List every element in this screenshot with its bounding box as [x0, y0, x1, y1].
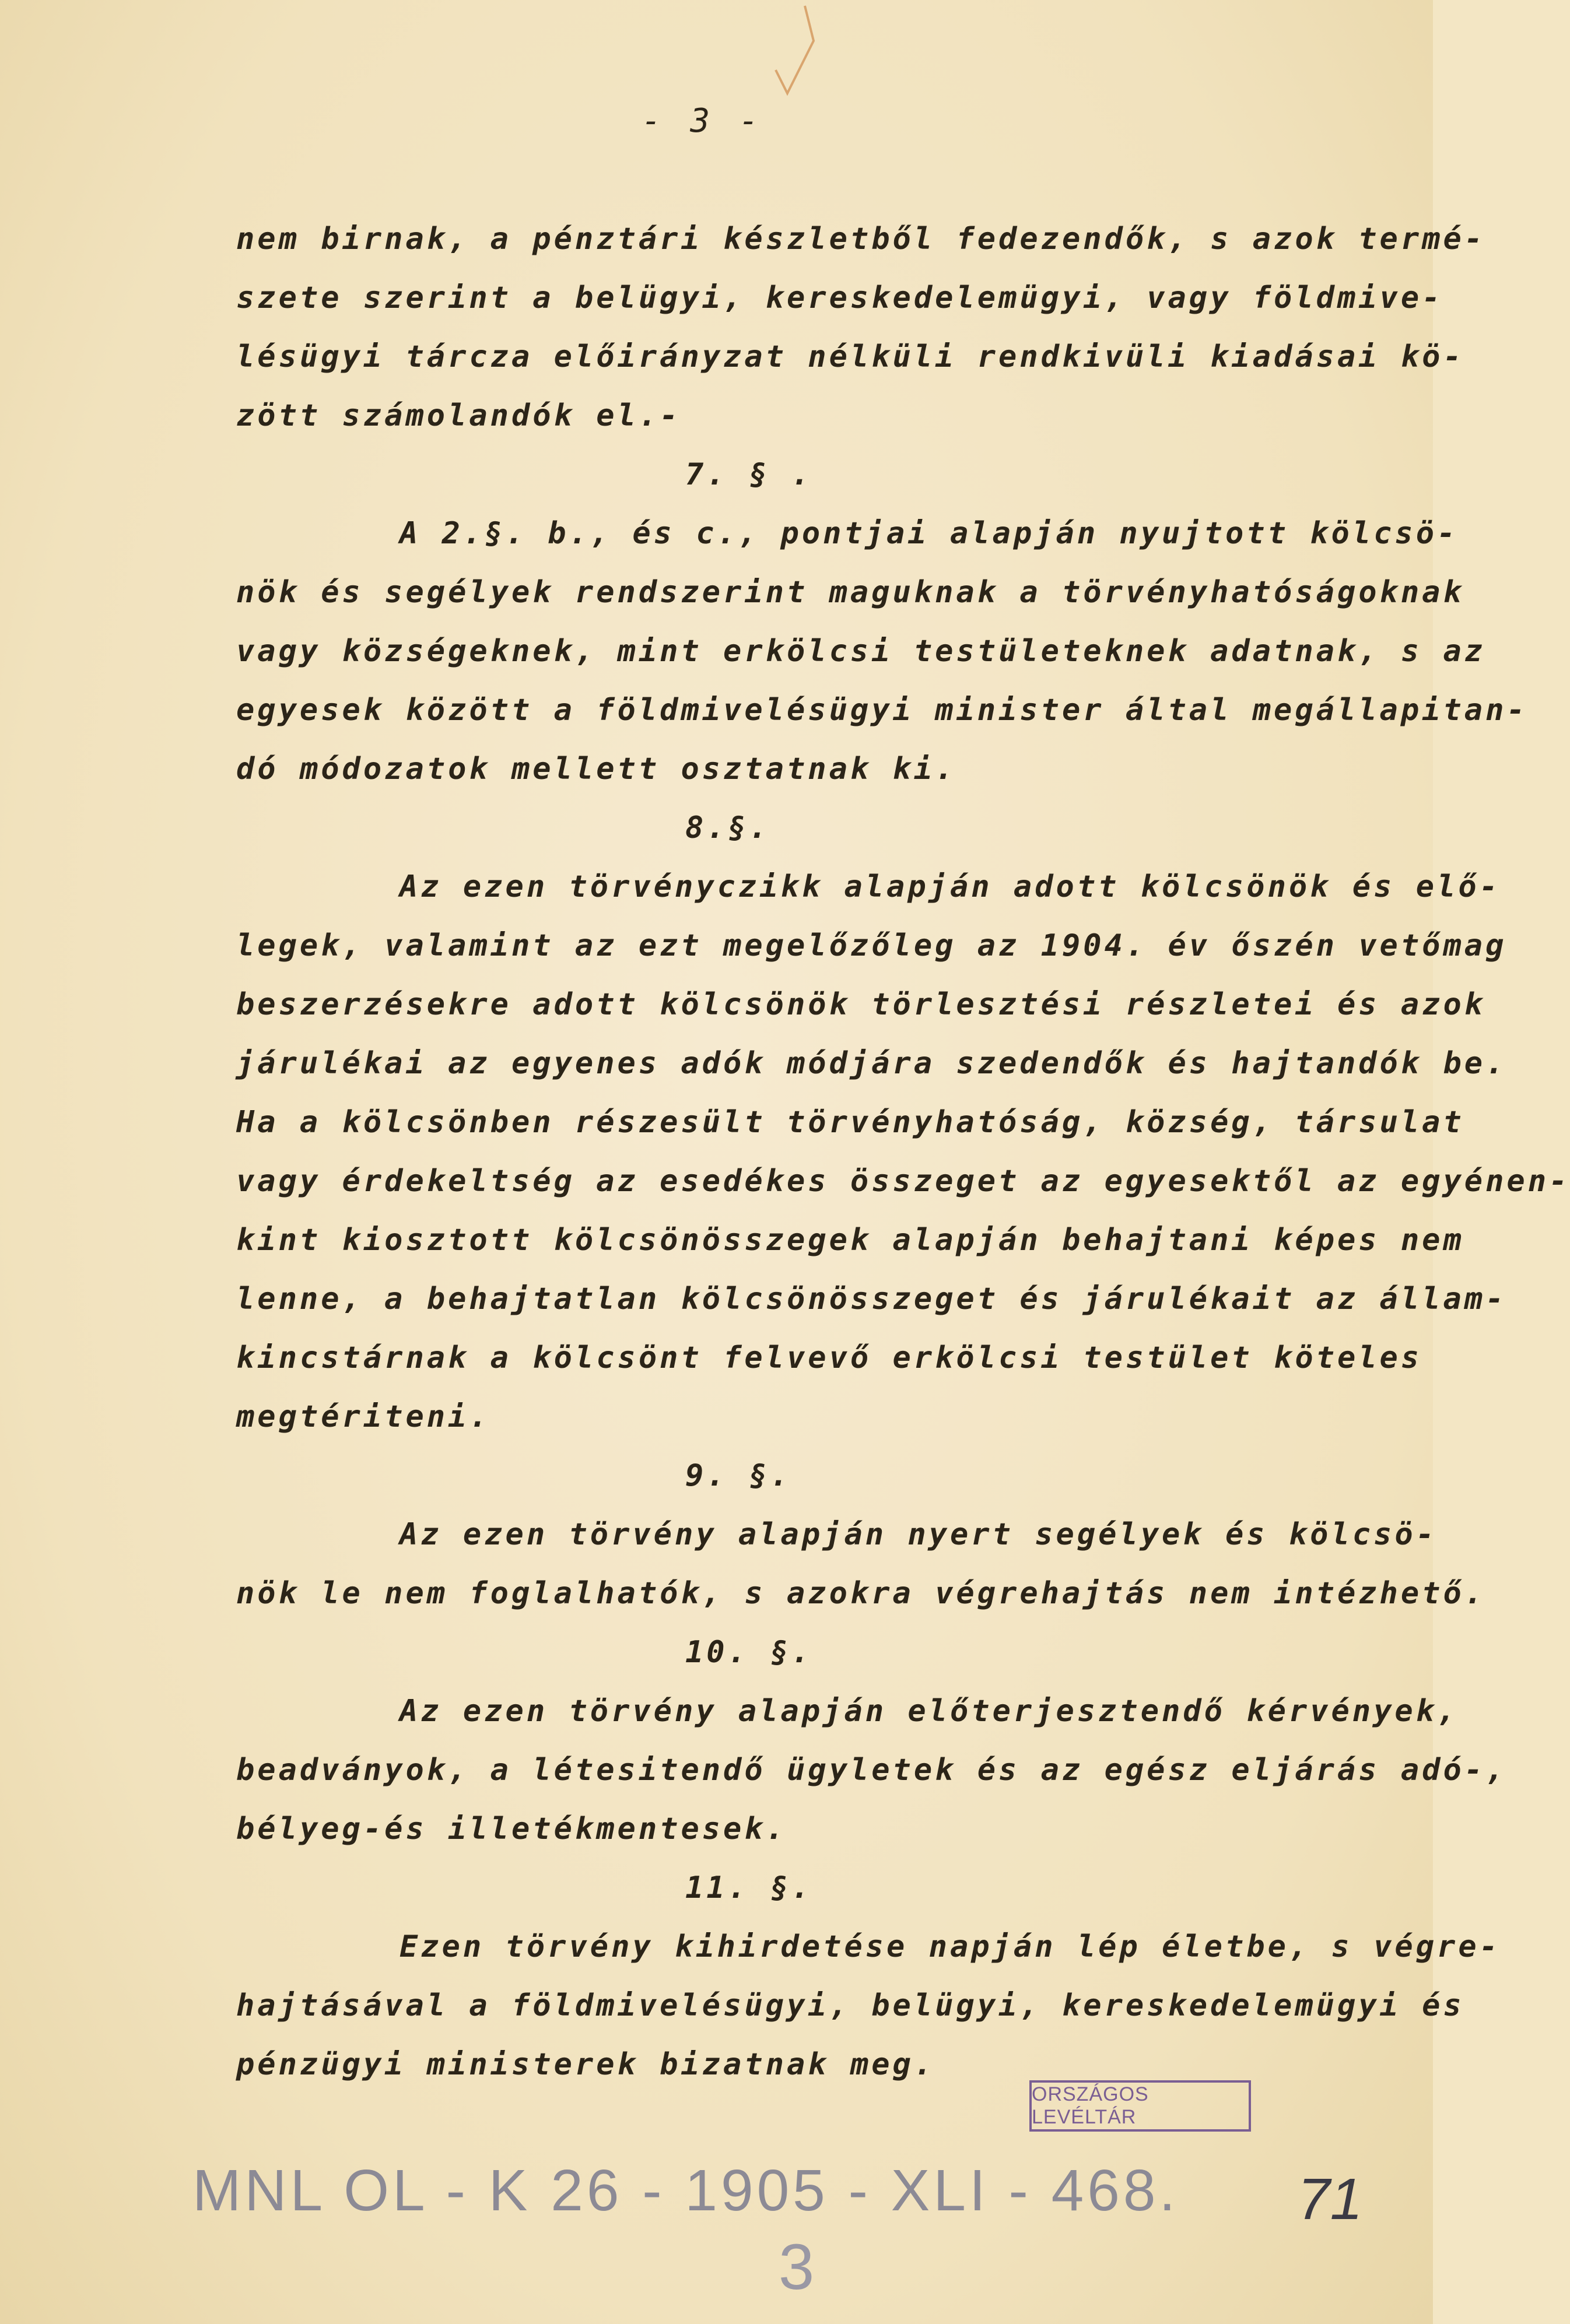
- text-line: nem birnak, a pénztári készletből fedezendők, s azok termé-: [236, 222, 1486, 257]
- text-line: nök le nem foglalhatók, s azokra végrehajtás nem intézhető.: [236, 1576, 1486, 1611]
- text-line: lésügyi tárcza előirányzat nélküli rendkivüli kiadásai kö-: [236, 339, 1464, 374]
- folio-number: 71: [1298, 2167, 1363, 2232]
- text-line: Az ezen törvény alapján előterjesztendő kérvények,: [399, 1694, 1459, 1729]
- section-heading-9: 9. §.: [685, 1458, 791, 1493]
- text-line: lenne, a behajtatlan kölcsönösszeget és járulékait az állam-: [236, 1282, 1507, 1317]
- text-line: bélyeg-és illetékmentesek.: [236, 1812, 787, 1846]
- text-line: Az ezen törvény alapján nyert segélyek és kölcsö-: [399, 1517, 1438, 1552]
- text-line: beadványok, a létesitendő ügyletek és az egész eljárás adó-,: [236, 1753, 1507, 1788]
- archive-stamp: ORSZÁGOS LEVÉLTÁR: [1029, 2080, 1251, 2132]
- text-line: pénzügyi ministerek bizatnak meg.: [236, 2047, 935, 2082]
- text-line: Az ezen törvényczikk alapján adott kölcsönök és elő-: [399, 869, 1501, 904]
- text-line: hajtásával a földmivelésügyi, belügyi, kereskedelemügyi és: [236, 1988, 1464, 2023]
- text-line: Ha a kölcsönben részesült törvényhatóság, község, társulat: [236, 1105, 1464, 1140]
- text-line: kincstárnak a kölcsönt felvevő erkölcsi testület köteles: [236, 1340, 1422, 1375]
- section-heading-10: 10. §.: [685, 1635, 812, 1670]
- text-line: szete szerint a belügyi, kereskedelemügyi, vagy földmive-: [236, 280, 1443, 315]
- page-number: - 3 -: [642, 102, 763, 140]
- text-line: A 2.§. b., és c., pontjai alapján nyujtott kölcsö-: [399, 516, 1459, 551]
- text-line: megtériteni.: [236, 1399, 490, 1434]
- text-line: vagy érdekeltség az esedékes összeget az egyesektől az egyénen-: [236, 1164, 1570, 1199]
- section-heading-7: 7. § .: [685, 457, 812, 492]
- sheet-number: 3: [779, 2231, 815, 2303]
- text-line: beszerzésekre adott kölcsönök törlesztési részletei és azok: [236, 987, 1486, 1022]
- text-line: dó módozatok mellett osztatnak ki.: [236, 752, 956, 787]
- archive-reference: MNL OL - K 26 - 1905 - XLI - 468.: [192, 2158, 1179, 2223]
- text-line: egyesek között a földmivelésügyi minister által megállapitan-: [236, 693, 1528, 728]
- text-line: Ezen törvény kihirdetése napján lép életbe, s végre-: [399, 1929, 1501, 1964]
- text-line: legek, valamint az ezt megelőzőleg az 1904. év őszén vetőmag: [236, 928, 1507, 963]
- text-line: nök és segélyek rendszerint maguknak a törvényhatóságoknak: [236, 575, 1464, 610]
- text-line: kint kiosztott kölcsönösszegek alapján behajtani képes nem: [236, 1223, 1464, 1258]
- section-heading-11: 11. §.: [685, 1870, 812, 1905]
- text-line: zött számolandók el.-: [236, 398, 681, 433]
- pencil-mark: [764, 6, 834, 105]
- text-line: vagy községeknek, mint erkölcsi testületeknek adatnak, s az: [236, 634, 1486, 669]
- document-body: [236, 210, 1570, 2094]
- section-heading-8: 8.§.: [685, 810, 770, 845]
- text-line: járulékai az egyenes adók módjára szedendők és hajtandók be.: [236, 1046, 1507, 1081]
